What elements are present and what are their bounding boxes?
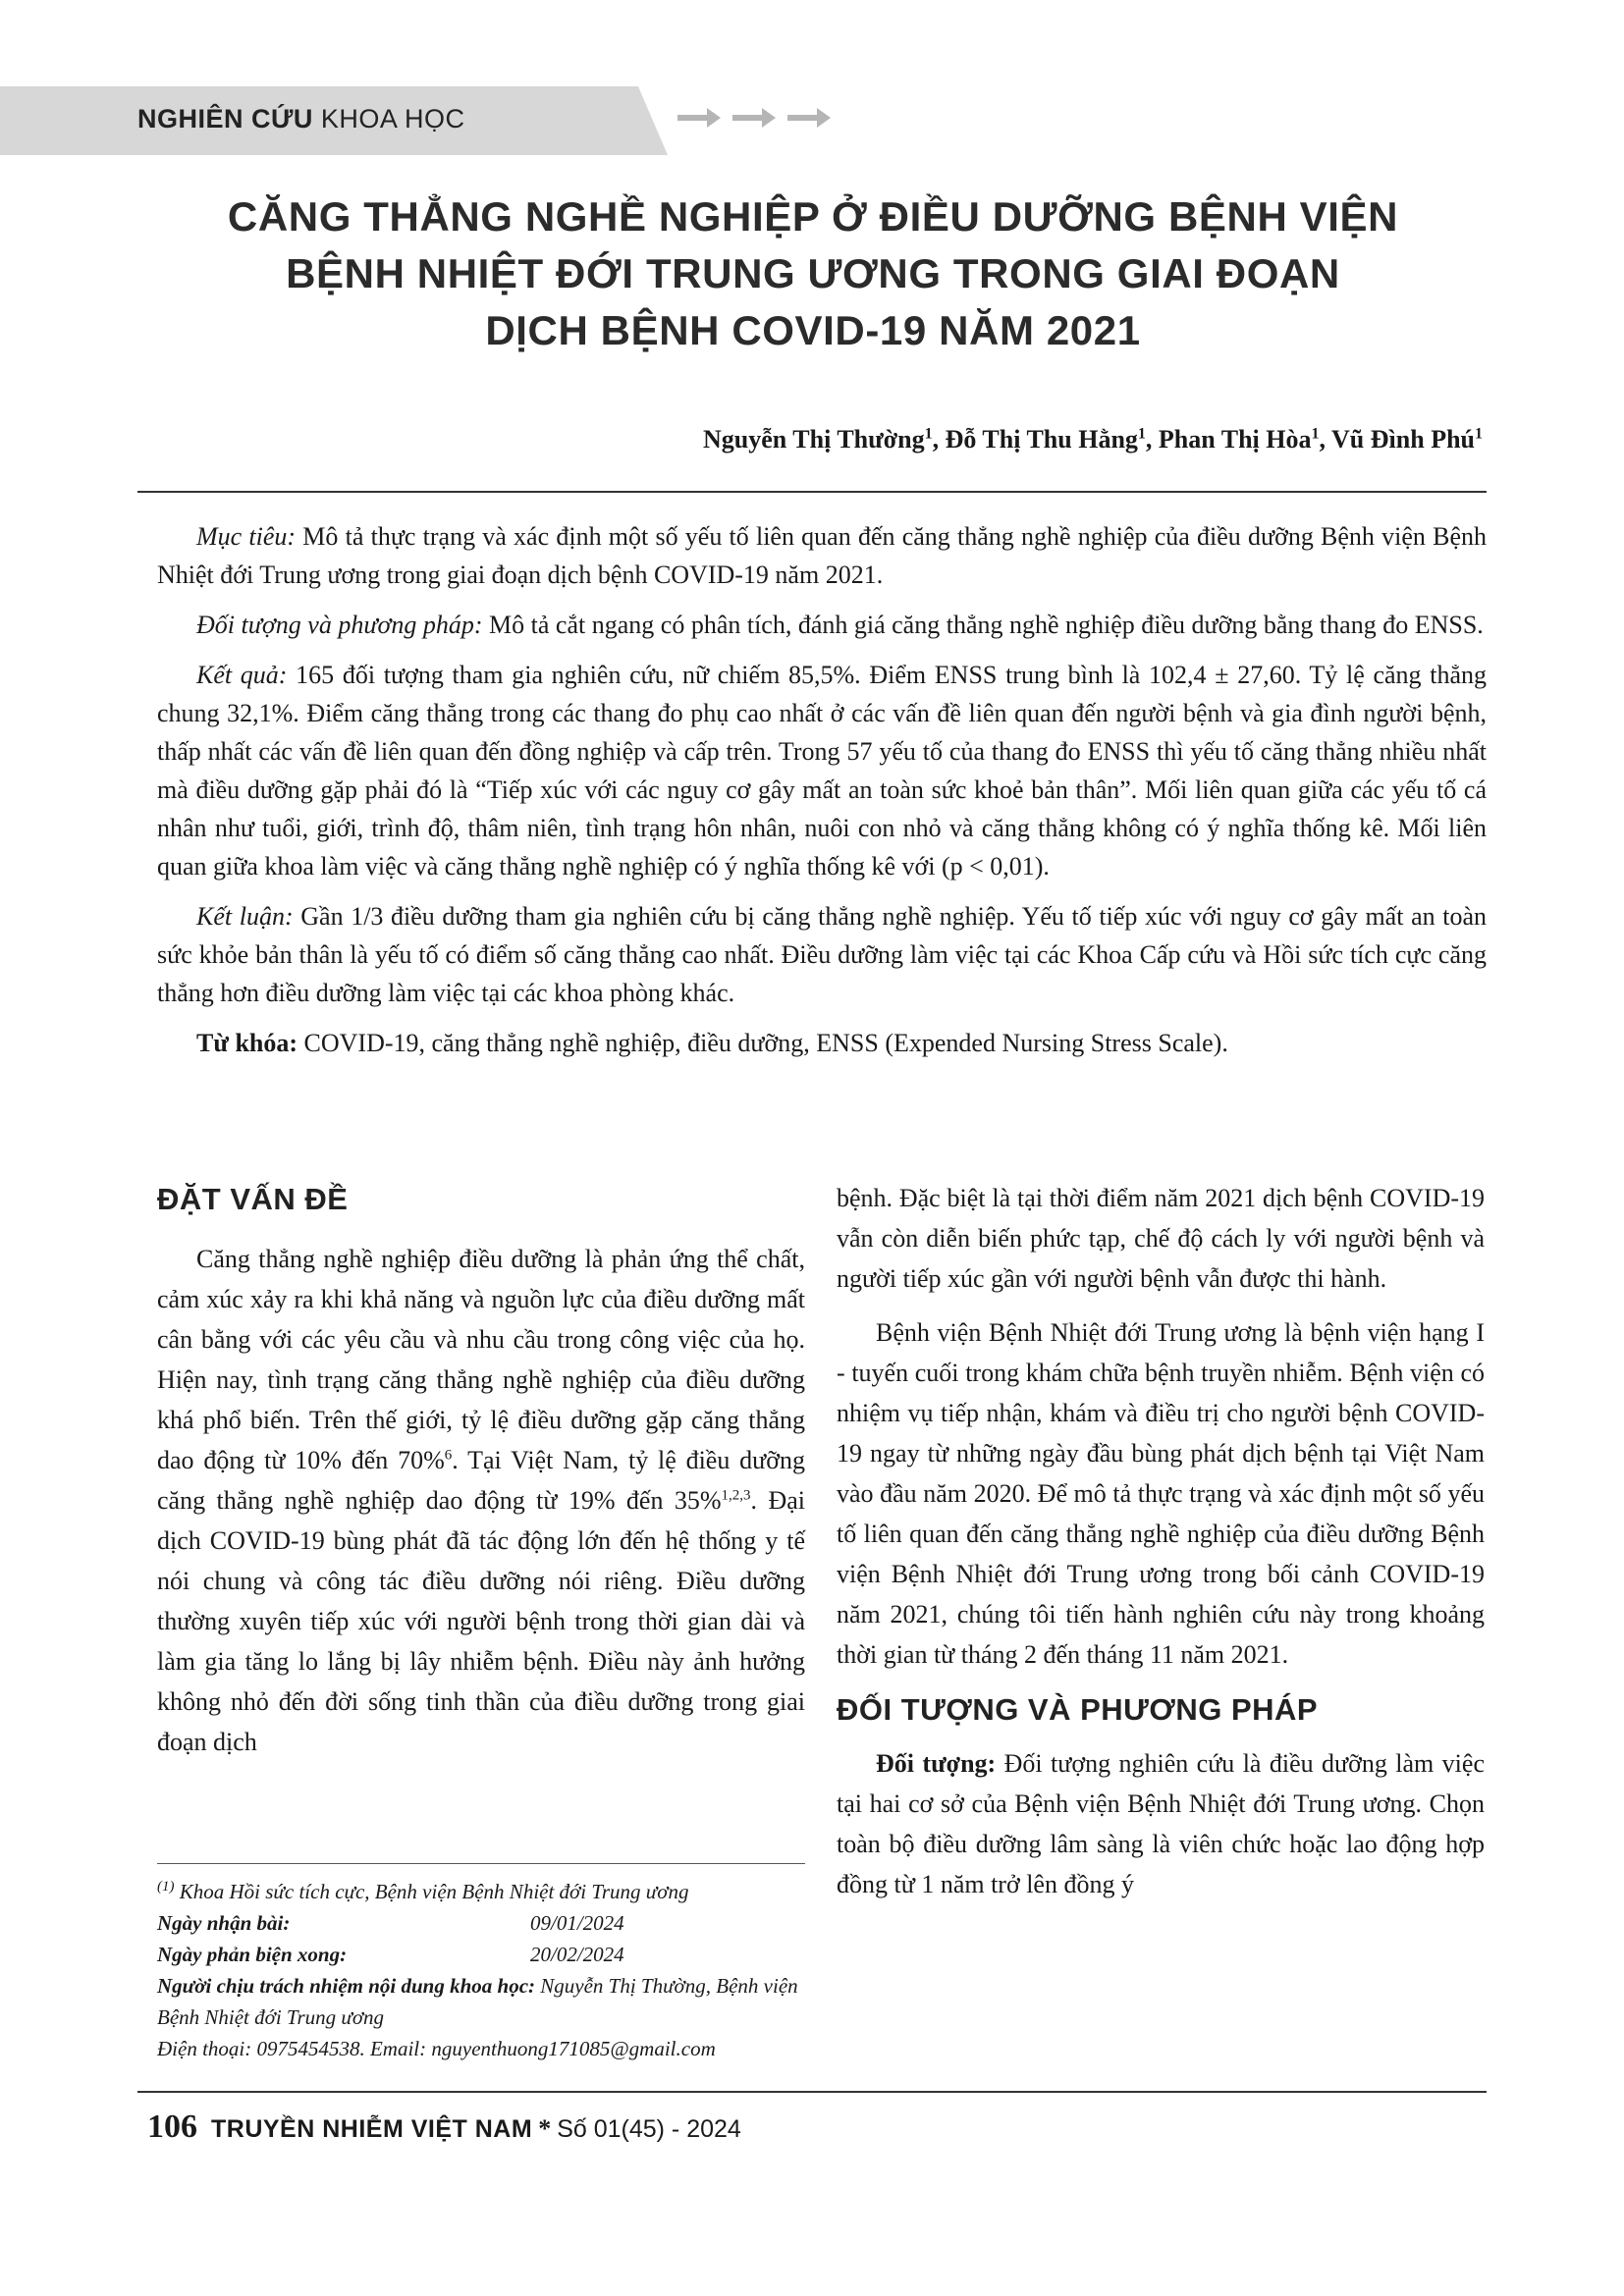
arrows-icon [674,102,840,133]
reviewed-row [157,1939,805,1970]
responsible-note [157,1970,805,2033]
affiliation-note [157,1876,805,1907]
author-affiliation: 1 [1137,425,1146,443]
journal-name: TRUYỀN NHIỄM VIỆT NAM [211,2115,533,2143]
separator-star: * [538,2114,552,2143]
results-text: 165 đối tượng tham gia nghiên cứu, nữ chiếm 85,5%. Điểm ENSS trung bình là 102,4 ± 27,60. Tỷ lệ căng thẳng chung 32,1%. Điểm căng thẳng trong các thang đo phụ cao nhất ở các vấn đề liên quan đến người bệnh và gia đình người bệnh, thấp nhất các vấn đề liên quan đến đồng nghiệp và cấp trên. Trong 57 yếu tố của thang đo ENSS thì yếu tố căng thẳng nhiều nhất mà điều dưỡng gặp phải đó là “Tiếp xúc với các nguy cơ gây mất an toàn sức khoẻ bản thân”. Mối liên quan giữa các yếu tố cá nhân như tuổi, giới, trình độ, thâm niên, tình trạng hôn nhân, nuôi con nhỏ và căng thẳng không có ý nghĩa thống kê. Mối liên quan giữa khoa làm việc và căng thẳng nghề nghiệp có ý nghĩa thống kê với (p < 0,01). [157,661,1487,881]
author-affiliation: 1 [1475,425,1483,443]
footer-divider [137,2091,1487,2093]
methods-paragraph [837,1743,1485,1904]
author-affiliation: 1 [924,425,933,443]
abstract-objective [157,517,1487,594]
subject-text: Đối tượng nghiên cứu là điều dưỡng làm việc tại hai cơ sở của Bệnh viện Bệnh Nhiệt đới Trung ương. Chọn toàn bộ điều dưỡng lâm sàng là viên chức hoặc lao động hợp đồng từ 1 năm trở lên đồng ý [837,1749,1485,1898]
section-label-rest: KHOA HỌC [320,104,465,133]
author-affiliation: 1 [1311,425,1320,443]
keywords-text: COVID-19, căng thẳng nghề nghiệp, điều dưỡng, ENSS (Expended Nursing Stress Scale). [298,1029,1228,1057]
contact-note: Điện thoại: 0975454538. Email: nguyenthuong171085@gmail.com [157,2037,716,2060]
affiliation-mark: (1) [157,1879,175,1895]
left-column [157,1178,805,1762]
intro-text-a: Căng thẳng nghề nghiệp điều dưỡng là phản ứng thể chất, cảm xúc xảy ra khi khả năng và nguồn lực của điều dưỡng mất cân bằng với các yêu cầu và nhu cầu trong công việc của họ. Hiện nay, tình trạng căng thẳng nghề nghiệp của điều dưỡng khá phổ biến. Trên thế giới, tỷ lệ điều dưỡng gặp căng thẳng dao động từ 10% đến 70% [157,1245,805,1474]
footnote-divider [157,1863,805,1864]
responsible-text: Nguyễn Thị Thường, Bệnh viện Bệnh Nhiệt đới Trung ương [157,1974,798,2029]
author-name: Phan Thị Hòa [1158,425,1312,454]
intro-text-b: . Tại Việt Nam, tỷ lệ điều dưỡng căng thẳng nghề nghiệp dao động từ 19% đến 35% [157,1446,805,1515]
author-name: Nguyễn Thị Thường [703,425,925,454]
conclusion-label: Kết luận: [196,902,294,931]
abstract-conclusion [157,897,1487,1012]
page-footer [147,2109,741,2146]
citation-ref: 6 [444,1447,453,1464]
intro-heading: ĐẶT VẤN ĐỀ [157,1182,349,1216]
abstract-results [157,656,1487,885]
methods-label: Đối tượng và phương pháp: [196,611,483,639]
conclusion-text: Gần 1/3 điều dưỡng tham gia nghiên cứu bị căng thẳng nghề nghiệp. Yếu tố tiếp xúc với nguy cơ gây mất an toàn sức khỏe bản thân là yếu tố có điểm số căng thẳng cao nhất. Điều dưỡng làm việc tại các Khoa Cấp cứu và Hồi sức tích cực căng thẳng hơn điều dưỡng làm việc tại các khoa phòng khác. [157,902,1487,1007]
results-label: Kết quả: [196,661,288,689]
abstract-methods [157,606,1487,644]
section-label-bold: NGHIÊN CỨU [137,104,313,133]
author-divider [137,491,1487,493]
subject-label: Đối tượng: [876,1749,997,1778]
responsible-label: Người chịu trách nhiệm nội dung khoa học: [157,1974,536,1998]
objective-text: Mô tả thực trạng và xác định một số yếu tố liên quan đến căng thẳng nghề nghiệp của điều dưỡng Bệnh viện Bệnh Nhiệt đới Trung ương trong giai đoạn dịch bệnh COVID-19 năm 2021. [157,522,1487,589]
objective-label: Mục tiêu: [196,522,297,551]
title-line: DỊCH BỆNH COVID-19 NĂM 2021 [485,307,1141,353]
received-label: Ngày nhận bài: [157,1911,291,1935]
author-name: Đỗ Thị Thu Hằng [945,425,1138,454]
abstract [157,517,1487,1074]
section-label [137,104,464,134]
methods-heading: ĐỐI TƯỢNG VÀ PHƯƠNG PHÁP [837,1692,1319,1727]
title-line: BỆNH NHIỆT ĐỚI TRUNG ƯƠNG TRONG GIAI ĐOẠN [286,250,1340,296]
abstract-keywords [157,1024,1487,1062]
keywords-label: Từ khóa: [196,1029,298,1057]
affiliation-text: Khoa Hồi sức tích cực, Bệnh viện Bệnh Nhiệt đới Trung ương [174,1880,689,1903]
methods-text: Mô tả cắt ngang có phân tích, đánh giá căng thẳng nghề nghiệp điều dưỡng bằng thang đo ENSS. [482,611,1484,639]
intro-paragraph [157,1239,805,1762]
right-column [837,1178,1485,1904]
received-row [157,1907,805,1939]
reviewed-label: Ngày phản biện xong: [157,1943,348,1966]
footnote [157,1863,805,2064]
title-line: CĂNG THẲNG NGHỀ NGHIỆP Ở ĐIỀU DƯỠNG BỆNH VIỆN [227,193,1399,240]
author-name: Vũ Đình Phú [1331,425,1475,454]
author-list: Nguyễn Thị Thường$^1$, Đỗ Thị Thu Hằng$^1$, Phan Thị Hòa$^1$, Vũ Đình Phú$^1$ [703,425,1483,454]
reviewed-date: 20/02/2024 [530,1943,624,1966]
intro-paragraph-continued: bệnh. Đặc biệt là tại thời điểm năm 2021 dịch bệnh COVID-19 vẫn còn diễn biến phức tạp, chế độ cách ly với người bệnh và người tiếp xúc gần với người bệnh vẫn được thi hành. [837,1184,1485,1293]
received-date: 09/01/2024 [530,1911,624,1935]
page-number: 106 [147,2109,197,2145]
issue-label: Số 01(45) - 2024 [557,2115,741,2143]
intro-text-c: . Đại dịch COVID-19 bùng phát đã tác động lớn đến hệ thống y tế nói chung và công tác điều dưỡng nói riêng. Điều dưỡng thường xuyên tiếp xúc với người bệnh trong thời gian dài và làm gia tăng lo lắng bị lây nhiễm bệnh. Điều này ảnh hưởng không nhỏ đến đời sống tinh thần của điều dưỡng trong giai đoạn dịch [157,1486,805,1756]
citation-ref: 1,2,3 [721,1487,751,1504]
article-title [137,188,1489,359]
intro-paragraph-2: Bệnh viện Bệnh Nhiệt đới Trung ương là bệnh viện hạng I - tuyến cuối trong khám chữa bệnh truyền nhiễm. Bệnh viện có nhiệm vụ tiếp nhận, khám và điều trị cho người bệnh COVID-19 ngay từ những ngày đầu bùng phát dịch bệnh tại Việt Nam vào đầu năm 2020. Để mô tả thực trạng và xác định một số yếu tố liên quan đến căng thẳng nghề nghiệp của điều dưỡng Bệnh viện Bệnh Nhiệt đới Trung ương trong bối cảnh COVID-19 năm 2021, chúng tôi tiến hành nghiên cứu này trong khoảng thời gian từ tháng 2 đến tháng 11 năm 2021. [837,1318,1485,1669]
